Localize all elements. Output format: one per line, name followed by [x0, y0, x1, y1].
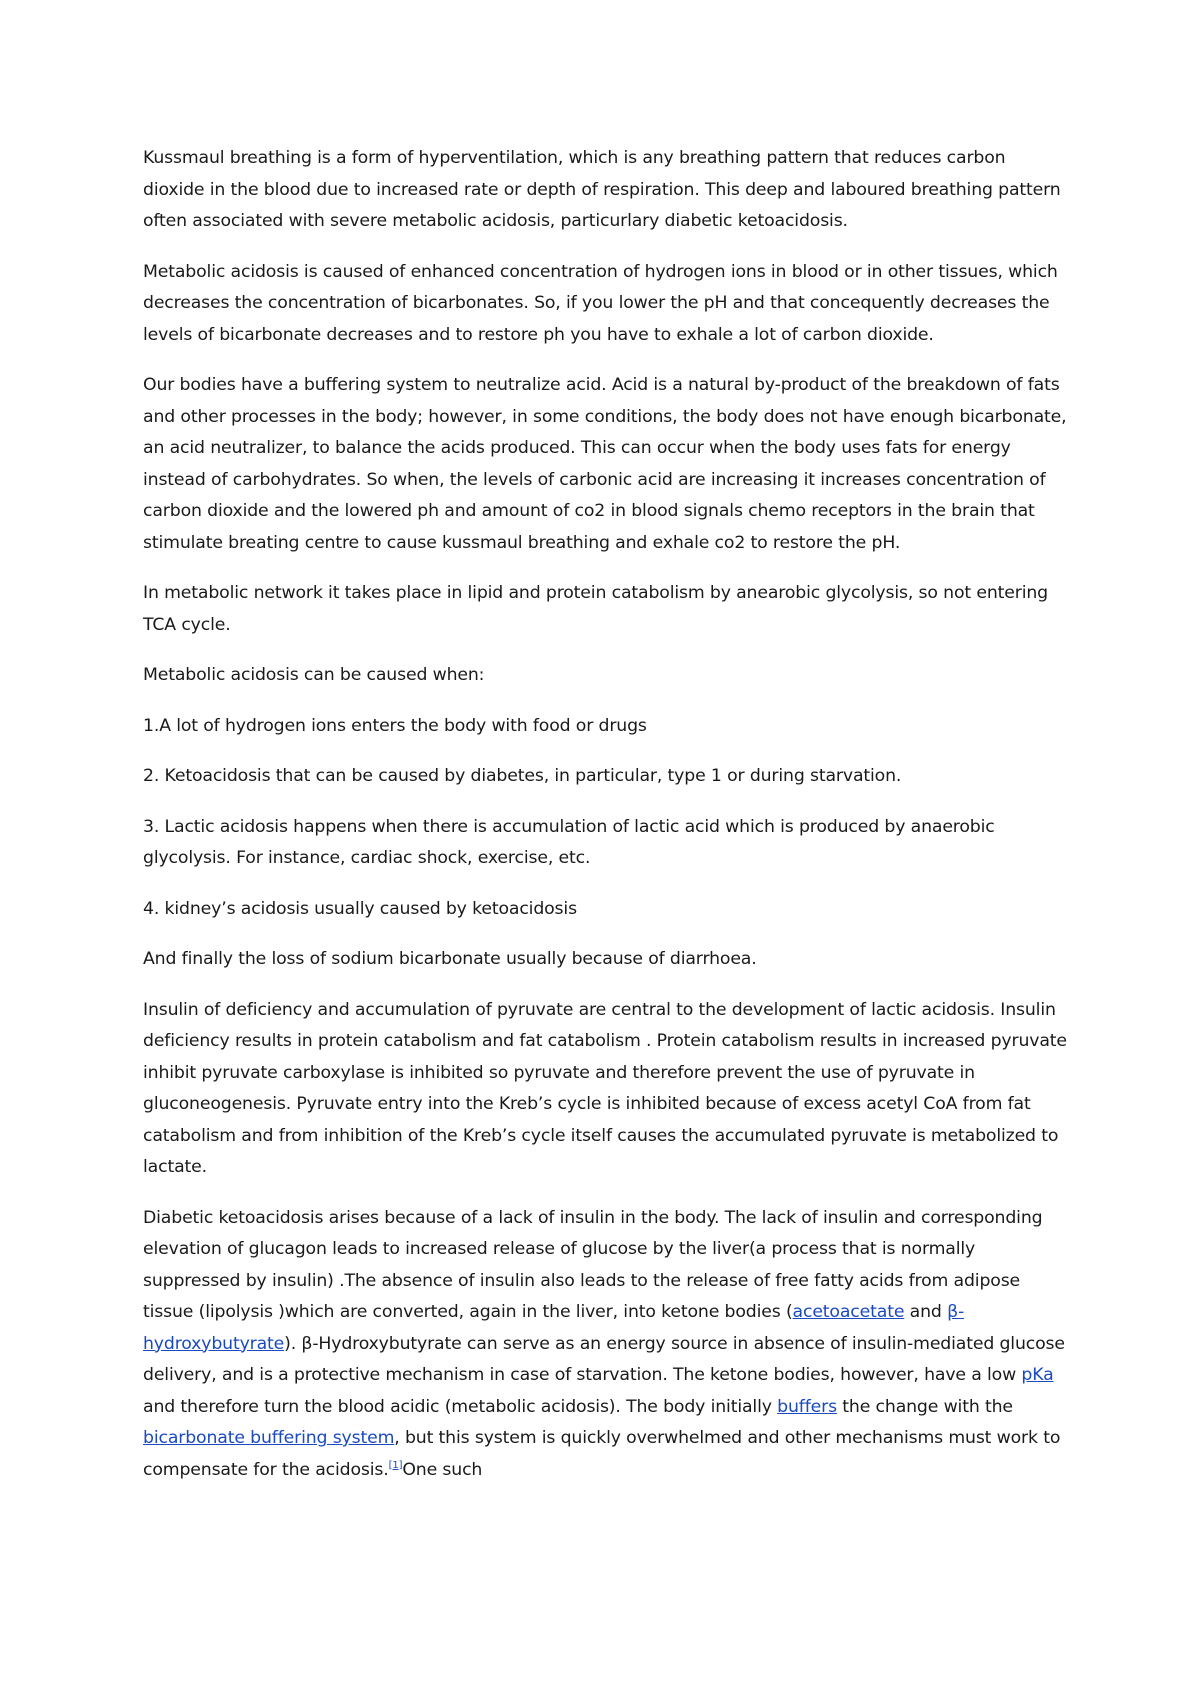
paragraph-buffering-system: Our bodies have a buffering system to neutralize acid. Acid is a natural by-product of the breakdown of fats and other processes in the body; however, in some conditions, the body does not have enough bicarbonate, an acid neutralizer, to balance the acids produced. This can occur when the body uses fats for energy instead of carbohydrates. So when, the levels of carbonic acid are increasing it increases concentration of carbon dioxide and the lowered ph and amount of co2 in blood signals chemo receptors in the brain that stimulate breating centre to cause kussmaul breathing and exhale co2 to restore the pH. [143, 375, 1067, 553]
footnote-link-1[interactable]: [1] [388, 1459, 403, 1471]
dka-text-3: ). β-Hydroxybutyrate can serve as an energy source in absence of insulin-mediated glucose delivery, and is a protective mechanism in case of starvation. The ketone bodies, however, have a low [143, 1333, 1065, 1385]
paragraph-metabolic-network: In metabolic network it takes place in lipid and protein catabolism by anearobic glycolysis, so not entering TCA cycle. [143, 583, 1048, 635]
list-item-cause-3: 3. Lactic acidosis happens when there is accumulation of lactic acid which is produced by anaerobic glycolysis. For instance, cardiac shock, exercise, etc. [143, 816, 995, 868]
dka-text-4: and therefore turn the blood acidic (metabolic acidosis). The body initially [143, 1396, 778, 1417]
paragraph-sodium-bicarbonate: And finally the loss of sodium bicarbonate usually because of diarrhoea. [143, 949, 757, 969]
list-item-cause-2: 2. Ketoacidosis that can be caused by diabetes, in particular, type 1 or during starvation. [143, 766, 902, 786]
footnote-reference [389, 1460, 403, 1471]
link-pka[interactable]: pKa [1021, 1365, 1054, 1385]
paragraph-diabetic-ketoacidosis [143, 1203, 1068, 1487]
dka-text-6: , but this system is quickly overwhelmed and other mechanisms must work to compensate for the acidosis. [143, 1428, 1061, 1480]
dka-text-5: the change with the [836, 1396, 1013, 1417]
paragraph-metabolic-acidosis-cause: Metabolic acidosis is caused of enhanced concentration of hydrogen ions in blood or in other tissues, which decreases the concentration of bicarbonates. So, if you lower the pH and that concequently decreases the levels of bicarbonate decreases and to restore ph you have to exhale a lot of carbon dioxide. [143, 261, 1058, 345]
paragraph-lactic-acidosis: Insulin of deficiency and accumulation of pyruvate are central to the development of lactic acidosis. Insulin deficiency results in protein catabolism and fat catabolism . Protein catabolism results in increased pyruvate inhibit pyruvate carboxylase is inhibited so pyruvate and therefore prevent the use of pyruvate in gluconeogenesis. Pyruvate entry into the Kreb’s cycle is inhibited because of excess acetyl CoA from fat catabolism and from inhibition of the Kreb’s cycle itself causes the accumulated pyruvate is metabolized to lactate. [143, 999, 1067, 1177]
link-acetoacetate[interactable]: acetoacetate [792, 1302, 905, 1322]
link-buffers[interactable]: buffers [777, 1396, 837, 1417]
list-item-cause-1: 1.A lot of hydrogen ions enters the body with food or drugs [143, 715, 647, 736]
dka-text-2: and [904, 1302, 948, 1322]
dka-text-1: Diabetic ketoacidosis arises because of a lack of insulin in the body. The lack of insulin and corresponding elevation of glucagon leads to increased release of glucose by the liver(a process that is normally suppressed by insulin) .The absence of insulin also leads to the release of free fatty acids from adipose tissue (lipolysis )which are converted, again in the liver, into ketone bodies ( [143, 1207, 1043, 1322]
link-beta-hydroxybutyrate[interactable]: β-hydroxybutyrate [143, 1302, 965, 1354]
list-item-cause-4: 4. kidney’s acidosis usually caused by ketoacidosis [143, 898, 577, 919]
paragraph-causes-heading: Metabolic acidosis can be caused when: [143, 665, 485, 685]
dka-text-7: One such [402, 1459, 483, 1480]
link-bicarbonate-buffering-system[interactable]: bicarbonate buffering system [143, 1428, 395, 1448]
document-body [143, 143, 1068, 1505]
paragraph-kussmaul-definition: Kussmaul breathing is a form of hyperventilation, which is any breathing pattern that reduces carbon dioxide in the blood due to increased rate or depth of respiration. This deep and laboured breathing pattern often associated with severe metabolic acidosis, particurlary diabetic ketoacidosis. [143, 148, 1061, 231]
